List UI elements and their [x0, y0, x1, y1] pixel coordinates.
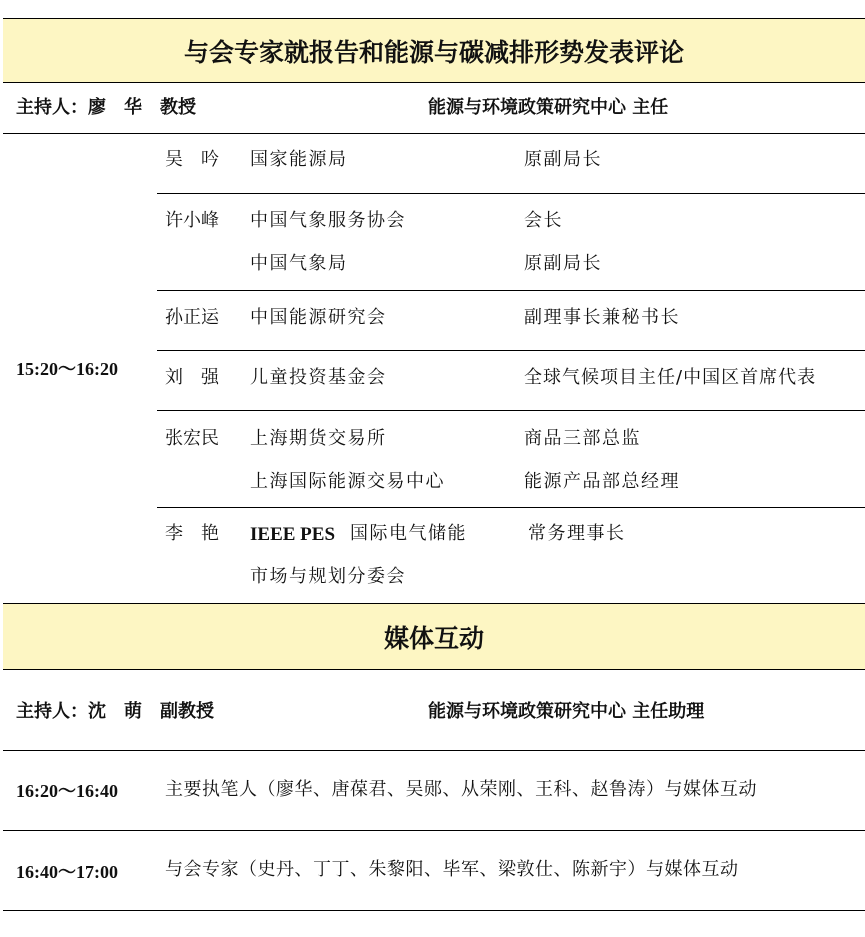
- divider: [3, 830, 865, 831]
- divider: [157, 350, 865, 351]
- divider: [3, 133, 865, 134]
- divider: [157, 410, 865, 411]
- section-title-band: [3, 603, 865, 670]
- section-title: 与会专家就报告和能源与碳减排形势发表评论: [183, 37, 684, 67]
- host-affiliation: 能源与环境政策研究中心 主任: [428, 97, 669, 118]
- time-slot: 16:20～16:40: [16, 781, 118, 801]
- expert-name: 张宏民: [165, 428, 219, 449]
- expert-org: 上海期货交易所: [250, 428, 387, 449]
- expert-org: 中国气象服务协会: [250, 210, 406, 231]
- divider: [3, 910, 865, 911]
- expert-org: 国际电气储能: [350, 523, 467, 544]
- divider: [157, 193, 865, 194]
- divider: [157, 507, 865, 508]
- expert-role: 常务理事长: [528, 523, 626, 544]
- section-title: 媒体互动: [383, 623, 484, 653]
- expert-org-secondary: 中国气象局: [250, 253, 348, 274]
- expert-org-secondary: 上海国际能源交易中心: [250, 471, 445, 492]
- expert-name: 许小峰: [165, 210, 219, 231]
- time-slot: 16:40～17:00: [16, 862, 118, 882]
- schedule-text: 主要执笔人（廖华、唐葆君、吴郧、从荣刚、王科、赵鲁涛）与媒体互动: [165, 779, 757, 800]
- schedule-text: 与会专家（史丹、丁丁、朱黎阳、毕军、梁敦仕、陈新宇）与媒体互动: [165, 859, 739, 880]
- expert-role-secondary: 能源产品部总经理: [524, 471, 680, 492]
- expert-role: 原副局长: [524, 149, 602, 170]
- expert-org-secondary: 市场与规划分委会: [250, 566, 406, 587]
- expert-name: 李 艳: [165, 523, 219, 544]
- expert-org: 中国能源研究会: [250, 307, 387, 328]
- expert-role-secondary: 原副局长: [524, 253, 602, 274]
- divider: [157, 290, 865, 291]
- expert-name: 刘 强: [165, 367, 219, 388]
- expert-org-prefix: IEEE PES: [250, 524, 336, 545]
- expert-role: 全球气候项目主任/中国区首席代表: [524, 367, 817, 388]
- expert-role: 商品三部总监: [524, 428, 641, 449]
- host-label: 主持人：沈 萌 副教授: [16, 701, 214, 722]
- expert-name: 吴 吟: [165, 149, 219, 170]
- expert-org: 儿童投资基金会: [250, 367, 387, 388]
- host-affiliation: 能源与环境政策研究中心 主任助理: [428, 701, 705, 722]
- host-label: 主持人：廖 华 教授: [16, 97, 196, 118]
- expert-role: 会长: [524, 210, 563, 231]
- divider: [3, 750, 865, 751]
- section-title-band: [3, 18, 865, 83]
- expert-name: 孙正运: [165, 307, 219, 328]
- expert-org: 国家能源局: [250, 149, 348, 170]
- expert-role: 副理事长兼秘书长: [524, 307, 680, 328]
- time-slot: 15:20～16:20: [16, 359, 118, 379]
